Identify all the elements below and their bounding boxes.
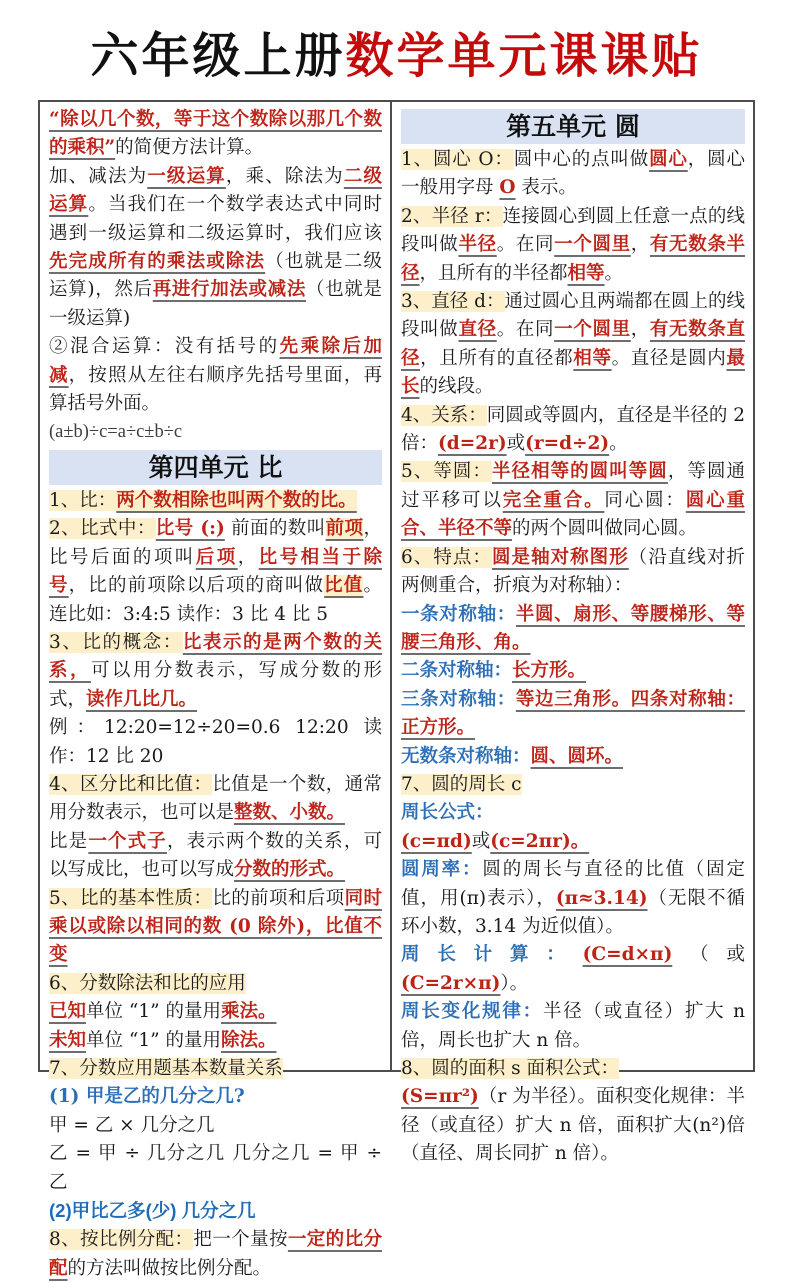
note-text-segment: 前项 xyxy=(325,518,364,540)
note-text-segment: 同心圆： xyxy=(604,489,686,511)
note-text-segment: 再进行加法或减法 xyxy=(152,279,306,301)
note-paragraph xyxy=(49,1027,382,1055)
note-paragraph xyxy=(49,629,382,714)
note-text-segment: 一个圆里 xyxy=(554,234,631,256)
note-text-segment: (1) 甲是乙的几分之几? xyxy=(49,1086,245,1108)
note-text-segment: 7、分数应用题基本数量关系 xyxy=(49,1058,283,1079)
note-paragraph xyxy=(401,828,745,856)
page-title-grade: 六年级上册 xyxy=(90,28,346,84)
note-paragraph xyxy=(49,418,382,446)
note-paragraph xyxy=(49,885,382,970)
note-text-segment: 相等 xyxy=(567,262,605,284)
note-text-segment: 分数的形式。 xyxy=(234,859,346,881)
note-text-segment: ，表示两个数的关系，可以写成比，也可以写成 xyxy=(49,830,382,881)
note-text-segment: 圆是轴对称图形 xyxy=(491,546,629,568)
note-text-segment: 。直径是圆内 xyxy=(611,347,727,369)
note-text-segment: 除法。 xyxy=(220,1029,277,1051)
note-text-segment: ，比号后面的项叫 xyxy=(49,518,382,568)
note-text-segment: 圆中心的点叫做 xyxy=(513,149,650,170)
note-text-segment: 圆心重合、半径不等 xyxy=(401,489,745,540)
note-text-segment: 同时乘以或除以相同的数 (0 除外)，比值不变 xyxy=(49,887,382,966)
note-paragraph xyxy=(401,1055,745,1083)
note-text-segment: 8、按比例分配： xyxy=(49,1229,194,1251)
note-text-segment: 单位 “1” 的量用 xyxy=(86,1001,221,1023)
note-text-segment: 5、比的基本性质： xyxy=(49,887,213,909)
note-text-segment: ，比的前项除以后项的商叫做 xyxy=(68,575,325,597)
note-text-segment: 表示。 xyxy=(515,177,577,199)
note-paragraph xyxy=(49,163,382,333)
note-text-segment: 周长变化规律： xyxy=(401,1001,543,1023)
note-text-segment: 后项 xyxy=(195,546,238,568)
note-text-segment: 比号相当于除号 xyxy=(49,546,382,597)
note-text-segment: 。在同 xyxy=(496,234,555,256)
note-paragraph xyxy=(49,515,382,629)
note-text-segment: “除以几个数，等于这个数除以那几个数的乘积” xyxy=(49,109,382,159)
note-paragraph xyxy=(401,146,745,203)
note-text-segment: 比表示的是两个数的关系， xyxy=(49,631,382,682)
note-text-segment: （无限不循环小数，3.14 为近似值）。 xyxy=(401,887,745,937)
note-paragraph xyxy=(49,1226,382,1283)
note-paragraph xyxy=(401,203,745,288)
note-text-segment: 3、比的概念： xyxy=(49,631,183,653)
note-text-segment: (a±b)÷c=a÷c±b÷c xyxy=(49,422,183,443)
note-text-segment: 或 xyxy=(506,433,526,455)
note-text-segment: 半径相等的圆叫等圆 xyxy=(491,461,668,483)
note-text-segment: 半径 xyxy=(458,234,497,256)
note-text-segment: 4、区分比和比值： xyxy=(49,773,213,795)
note-text-segment: 最长 xyxy=(401,347,745,398)
note-text-segment: 一个式子 xyxy=(88,830,167,852)
note-text-segment: 先乘除后加减 xyxy=(49,336,382,386)
note-paragraph xyxy=(401,686,745,743)
note-text-segment: 。当我们在一个数学表达式中同时遇到一级运算和二级运算时，我们应该 xyxy=(49,194,382,244)
note-paragraph xyxy=(49,1055,382,1083)
note-paragraph xyxy=(401,544,745,601)
note-paragraph xyxy=(401,1083,745,1168)
notes-columns xyxy=(38,100,755,1279)
note-text-segment: 乙 = 甲 ÷ 几分之几 几分之几 = 甲 ÷ 乙 xyxy=(49,1143,382,1193)
note-paragraph xyxy=(401,288,745,402)
note-text-segment: 甲 = 乙 × 几分之几 xyxy=(49,1114,215,1136)
note-text-segment: (c=πd) xyxy=(401,830,472,852)
page-title xyxy=(0,0,793,96)
note-text-segment: 比是 xyxy=(49,830,89,852)
note-text-segment: 一定的比分配 xyxy=(49,1229,382,1279)
note-text-segment: 1、圆心 O： xyxy=(401,149,514,170)
note-text-segment: 1、比： xyxy=(49,489,117,511)
note-text-segment: 把一个量按 xyxy=(193,1229,288,1251)
note-text-segment: （也就是一级运算) xyxy=(49,279,382,329)
note-text-segment: ，且所有的直径都 xyxy=(420,347,574,369)
note-text-segment: ，等圆通过平移可以 xyxy=(401,461,745,511)
note-text-segment: ，圆心一般用字母 xyxy=(401,149,745,199)
note-paragraph xyxy=(401,856,745,941)
note-text-segment: (S=πr²) xyxy=(401,1086,479,1108)
note-text-segment: 6、分数除法和比的应用 xyxy=(49,972,246,994)
note-text-segment: (π≈3.14) xyxy=(555,887,648,909)
unit-header: 第五单元 圆 xyxy=(401,109,745,144)
note-paragraph xyxy=(49,333,382,418)
note-text-segment: 先完成所有的乘法或除法 xyxy=(49,251,266,273)
note-paragraph xyxy=(49,998,382,1026)
note-text-segment: 有无数条直径 xyxy=(401,319,745,369)
note-text-segment: 。在同 xyxy=(496,319,555,341)
note-text-segment: 三条对称轴： xyxy=(401,688,516,710)
note-paragraph xyxy=(49,828,382,885)
note-paragraph xyxy=(401,998,745,1055)
note-text-segment: 的两个圆叫做同心圆。 xyxy=(512,518,698,540)
note-text-segment: 一级运算 xyxy=(147,165,226,187)
note-text-segment: (C=2r×π) xyxy=(401,972,501,994)
note-paragraph xyxy=(401,799,745,827)
note-paragraph xyxy=(49,1197,382,1226)
note-text-segment: ， xyxy=(237,546,259,568)
note-text-segment: 一个圆里 xyxy=(554,319,631,341)
note-text-segment: 相等 xyxy=(573,347,612,369)
note-text-segment: 加、减法为 xyxy=(49,165,148,187)
note-text-segment: 两个数相除也叫两个数的比。 xyxy=(116,489,357,511)
note-text-segment: 比值 xyxy=(324,575,364,597)
note-text-segment: 周长计算： xyxy=(401,944,583,966)
note-text-segment: 4、关系： xyxy=(401,404,487,426)
note-paragraph xyxy=(49,1112,382,1140)
note-text-segment: ）。 xyxy=(500,972,529,994)
note-paragraph xyxy=(401,743,745,771)
note-text-segment: 直径 xyxy=(458,319,497,341)
note-text-segment: 比值是一个数，通常用分数表示，也可以是 xyxy=(49,773,382,824)
note-text-segment: 3、直径 d： xyxy=(401,291,505,313)
note-text-segment: 通过圆心且两端都在圆上的线段叫做 xyxy=(401,291,746,341)
note-paragraph xyxy=(49,1083,382,1111)
note-paragraph xyxy=(49,106,382,163)
note-text-segment: 例：12:20=12÷20=0.6 12:20 读作：12 比 20 xyxy=(49,717,382,767)
note-text-segment: 同圆或等圆内，直径是半径的 2 倍： xyxy=(401,404,745,455)
note-text-segment: (r=d÷2) xyxy=(525,433,610,455)
note-text-segment: 的线段。 xyxy=(419,376,494,398)
note-text-segment: (C=d×π) xyxy=(582,944,673,966)
note-text-segment: 长方形。 xyxy=(512,660,587,682)
note-text-segment: ，且所有的半径都 xyxy=(419,262,568,284)
note-text-segment: 连接圆心到圆上任意一点的线段叫做 xyxy=(401,205,745,256)
note-text-segment: 的方法叫做按比例分配。 xyxy=(67,1257,272,1279)
note-text-segment: 单位 “1” 的量用 xyxy=(86,1029,221,1051)
note-text-segment: 。连比如：3:4:5 读作：3 比 4 比 5 xyxy=(49,575,382,625)
note-text-segment: ， xyxy=(630,319,650,341)
note-text-segment: 圆周率： xyxy=(401,859,483,881)
note-text-segment: (c=2πr)。 xyxy=(490,830,590,852)
note-paragraph xyxy=(401,402,745,459)
note-text-segment: ，按照从左往右顺序先括号里面，再算括号外面。 xyxy=(49,364,382,415)
unit-header: 第四单元 比 xyxy=(49,450,382,485)
note-paragraph xyxy=(49,714,382,771)
note-text-segment: 。 xyxy=(604,262,624,284)
note-text-segment: ，乘、除法为 xyxy=(225,165,344,187)
note-text-segment: 圆、圆环。 xyxy=(530,745,624,767)
note-text-segment: ②混合运算：没有括号的 xyxy=(49,336,280,358)
note-paragraph xyxy=(401,657,745,685)
note-text-segment: 读作几比几。 xyxy=(86,688,198,710)
note-text-segment: 等边三角形。四条对称轴：正方形。 xyxy=(401,688,745,739)
note-paragraph xyxy=(49,1140,382,1197)
right-column xyxy=(392,100,755,1165)
note-text-segment: 未知 xyxy=(49,1029,87,1051)
note-paragraph xyxy=(401,458,745,543)
note-text-segment: 7、圆的周长 c xyxy=(401,773,522,795)
note-text-segment: 圆心 xyxy=(649,149,688,170)
note-text-segment: ， xyxy=(630,234,650,256)
note-text-segment: 2、比式中： xyxy=(49,518,156,540)
note-text-segment: 完全重合。 xyxy=(502,489,605,511)
note-paragraph xyxy=(401,601,745,658)
note-text-segment: 6、特点： xyxy=(401,546,492,568)
note-text-segment: O xyxy=(499,177,516,199)
note-text-segment: 比号 (:) xyxy=(155,518,225,540)
note-text-segment: (d=2r) xyxy=(438,433,507,455)
page-title-subject: 数学单元课课贴 xyxy=(345,28,703,84)
note-text-segment: 5、等圆： xyxy=(401,461,492,483)
note-text-segment: (2)甲比乙多(少) 几分之几 xyxy=(49,1200,256,1222)
note-text-segment: 有无数条半径 xyxy=(401,234,745,284)
note-text-segment: 2、半径 r： xyxy=(401,205,503,227)
note-text-segment: 二条对称轴： xyxy=(401,660,513,682)
note-paragraph xyxy=(401,771,745,799)
note-text-segment: 。 xyxy=(609,433,628,455)
left-column xyxy=(38,100,392,1279)
note-text-segment: 一条对称轴： xyxy=(401,603,516,625)
note-text-segment: 整数、小数。 xyxy=(234,802,346,824)
note-text-segment: （沿直线对折两侧重合，折痕为对称轴）： xyxy=(401,546,745,597)
note-text-segment: 或 xyxy=(471,830,491,852)
note-text-segment: 周长公式： xyxy=(401,802,494,824)
note-text-segment: 圆的周长与直径的比值（固定值，用(π)表示）， xyxy=(401,859,745,909)
note-text-segment: 前面的数叫 xyxy=(224,518,326,540)
note-text-segment: 乘法。 xyxy=(220,1001,277,1023)
note-text-segment: 8、圆的面积 s 面积公式： xyxy=(401,1058,620,1079)
note-paragraph xyxy=(49,771,382,828)
note-paragraph xyxy=(49,487,382,515)
note-text-segment: （或 xyxy=(672,944,745,966)
note-paragraph xyxy=(49,970,382,998)
note-text-segment: （r 为半径）。面积变化规律：半径（或直径）扩大 n 倍，面积扩大(n²)倍（直径、周长同扩 n 倍）。 xyxy=(401,1086,745,1165)
note-text-segment: 无数条对称轴： xyxy=(401,745,531,767)
note-text-segment: 半径（或直径）扩大 n 倍，周长也扩大 n 倍。 xyxy=(401,1001,745,1051)
note-text-segment: 半圆、扇形、等腰梯形、等腰三角形、角。 xyxy=(401,603,745,653)
note-text-segment: 二级运算 xyxy=(49,165,382,216)
note-paragraph xyxy=(401,941,745,998)
note-text-segment: 的简便方法计算。 xyxy=(115,137,264,159)
note-text-segment: 比的前项和后项 xyxy=(212,887,345,909)
note-text-segment: （也就是二级运算)，然后 xyxy=(49,251,382,301)
note-text-segment: 已知 xyxy=(49,1001,87,1023)
note-text-segment: 可以用分数表示，写成分数的形式， xyxy=(49,660,382,710)
